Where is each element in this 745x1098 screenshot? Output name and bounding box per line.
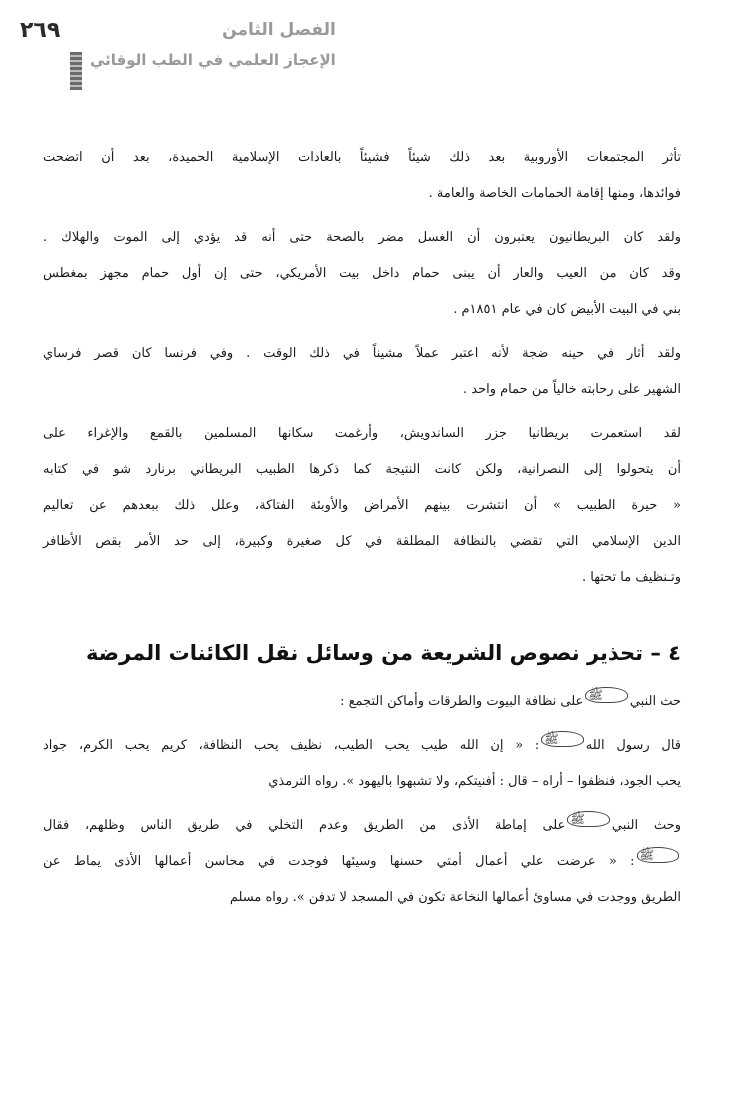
text-line: وتـنظيف ما تحتها .: [581, 570, 681, 585]
page-body: [43, 140, 703, 924]
text-line: فوائدها، ومنها إقامة الحمامات الخاصة والعامة .: [428, 186, 681, 201]
honorific-symbol: ﷺ: [637, 847, 680, 863]
page-number: ٢٦٩: [20, 18, 61, 43]
running-header: [90, 18, 336, 72]
book-title: الإعجاز العلمي في الطب الوقائي: [90, 51, 336, 69]
header-decoration: [70, 52, 82, 90]
paragraph: [43, 336, 703, 408]
text-line: الدين الإسلامي التي تقضي بالنظافة المطلقة في كل صغيرة وكبيرة، إلى حد الأمر بقص الأظافر: [43, 534, 681, 549]
text-line: بني في البيت الأبيض كان في عام ١٨٥١م .: [453, 302, 681, 317]
text-line: « حيرة الطبيب » أن انتشرت بينهم الأمراض والأوبئة الفتاكة، وعلل ذلك ببعدهم عن تعاليم: [43, 498, 681, 513]
text-fragment: حث النبي: [629, 694, 681, 709]
paragraph: [43, 808, 703, 916]
section-heading: ٤ – تحذير نصوص الشريعة من وسائل نقل الكائنات المرضة: [86, 641, 681, 665]
honorific-symbol: ﷺ: [585, 687, 628, 703]
text-line: ولقد كان البريطانيون يعتبرون أن الغسل مضر بالصحة حتى أنه قد يؤدي إلى الموت والهلاك .: [43, 230, 681, 245]
text-line: [43, 728, 703, 764]
text-line: ولقد أثار في حينه ضجة لأنه اعتبر عملاً مشيناً في ذلك الوقت . وفي فرنسا كان قصر فرساي: [43, 346, 681, 361]
text-fragment: على نظافة البيوت والطرقات وأماكن التجمع :: [340, 694, 584, 709]
text-line: الطريق ووجدت في مساوئ أعمالها النخاعة تكون في المسجد لا تدفن ». رواه مسلم: [229, 890, 681, 905]
paragraph: [43, 416, 703, 596]
paragraph: [43, 684, 703, 720]
text-fragment: وحث النبي: [611, 818, 681, 833]
text-line: أن يتحولوا إلى النصرانية، ولكن كانت النتيجة كما ذكرها الطبيب البريطاني برنارد شو في كتابه: [43, 462, 681, 477]
text-line: الشهير على رحابته خالياً من حمام واحد .: [462, 382, 681, 397]
paragraph: [43, 220, 703, 328]
text-line: [43, 808, 703, 844]
paragraph: [43, 140, 703, 212]
text-line: [43, 684, 703, 720]
honorific-symbol: ﷺ: [567, 811, 610, 827]
paragraph: [43, 728, 703, 800]
page-header: [20, 18, 690, 88]
text-line: لقد استعمرت بريطانيا جزر الساندويش، وأرغمت سكانها المسلمين بالقمع والإغراء على: [43, 426, 681, 441]
text-fragment: : « عرضت علي أعمال أمتي حسنها وسيئها فوجدت في محاسن أعمالها الأذى يماط عن: [43, 854, 635, 869]
text-line: يحب الجود، فنظفوا – أراه – قال : أفنيتكم، ولا تشبهوا باليهود ». رواه الترمذي: [268, 774, 681, 789]
text-line: تأثر المجتمعات الأوروبية بعد ذلك شيئاً فشيئاً بالعادات الإسلامية الحميدة، بعد أن اتضحت: [43, 150, 681, 165]
text-fragment: قال رسول الله: [585, 738, 681, 753]
text-fragment: على إماطة الأذى من الطريق وعدم التخلي في طريق الناس وظلهم، فقال: [43, 818, 566, 833]
text-fragment: : « إن الله طيب يحب الطيب، نظيف يحب النظافة، كريم يحب الكرم، جواد: [43, 738, 540, 753]
honorific-symbol: ﷺ: [541, 731, 584, 747]
chapter-title: الفصل الثامن: [222, 20, 336, 40]
text-line: [43, 844, 703, 880]
text-line: وقد كان من العيب والعار أن يبنى حمام داخل بيت الأمريكي، حتى إن أول حمام مجهز بمغطس: [43, 266, 681, 281]
